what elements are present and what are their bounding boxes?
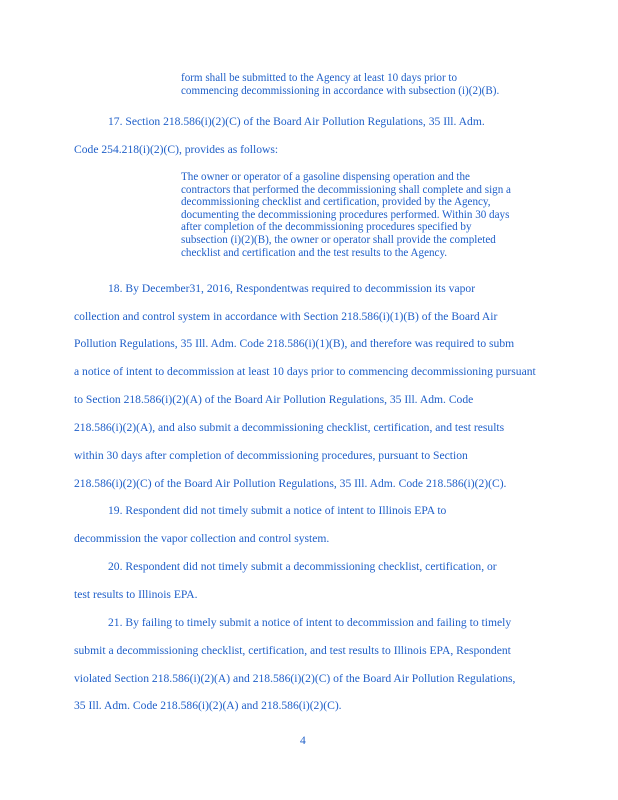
quote-line: The owner or operator of a gasoline dispensing operation and the — [181, 171, 470, 183]
block-quote-continuation — [181, 72, 601, 97]
paragraph-19-line: 19. Respondent did not timely submit a notice of intent to Illinois EPA to — [108, 504, 447, 517]
paragraph-18-line: 218.586(i)(2)(C) of the Board Air Pollution Regulations, 35 Ill. Adm. Code 218.586(i)(2)(C). — [74, 477, 507, 490]
quote-line: contractors that performed the decommissioning shall complete and sign a — [181, 183, 511, 196]
paragraph-19-line: decommission the vapor collection and control system. — [74, 532, 330, 545]
paragraph-20-line: 20. Respondent did not timely submit a decommissioning checklist, certification, or — [108, 560, 497, 573]
quote-line: decommissioning checklist and certification, provided by the Agency, — [181, 196, 491, 209]
paragraph-21-line: violated Section 218.586(i)(2)(A) and 218.586(i)(2)(C) of the Board Air Pollution Regulations, — [74, 672, 516, 685]
quote-line: after completion of the decommissioning procedures specified by — [181, 221, 472, 234]
paragraph-20-line: test results to Illinois EPA. — [74, 588, 198, 601]
block-quote-17 — [181, 171, 601, 259]
quote-line: form shall be submitted to the Agency at least 10 days prior to — [181, 72, 458, 84]
paragraph-21-line: 35 Ill. Adm. Code 218.586(i)(2)(A) and 218.586(i)(2)(C). — [74, 699, 342, 712]
paragraph-17-line: Code 254.218(i)(2)(C), provides as follows: — [74, 143, 279, 156]
paragraph-21-line: 21. By failing to timely submit a notice of intent to decommission and failing to timely — [108, 616, 512, 629]
quote-line: documenting the decommissioning procedures performed. Within 30 days — [181, 208, 510, 221]
paragraph-18-line: 218.586(i)(2)(A), and also submit a decommissioning checklist, certification, and test results — [74, 421, 505, 434]
paragraph-18-line: Pollution Regulations, 35 Ill. Adm. Code 218.586(i)(1)(B), and therefore was required to subm — [74, 337, 515, 350]
quote-line: checklist and certification and the test results to the Agency. — [181, 246, 448, 259]
page-number: 4 — [300, 734, 306, 747]
paragraph-18-line: collection and control system in accordance with Section 218.586(i)(1)(B) of the Board Air — [74, 310, 498, 323]
paragraph-17-line: 17. Section 218.586(i)(2)(C) of the Board Air Pollution Regulations, 35 Ill. Adm. — [108, 115, 485, 128]
paragraph-21-line: submit a decommissioning checklist, certification, and test results to Illinois EPA, Respondent — [74, 644, 511, 657]
quote-line: commencing decommissioning in accordance with subsection (i)(2)(B). — [181, 84, 500, 97]
quote-line: subsection (i)(2)(B), the owner or operator shall provide the completed — [181, 233, 496, 246]
paragraph-18-line: 18. By December31, 2016, Respondentwas required to decommission its vapor — [108, 282, 476, 295]
paragraph-18-line: within 30 days after completion of decommissioning procedures, pursuant to Section — [74, 449, 468, 462]
paragraph-18-line: a notice of intent to decommission at least 10 days prior to commencing decommissioning pursuant — [74, 365, 536, 378]
paragraph-18-line: to Section 218.586(i)(2)(A) of the Board Air Pollution Regulations, 35 Ill. Adm. Code — [74, 393, 474, 406]
